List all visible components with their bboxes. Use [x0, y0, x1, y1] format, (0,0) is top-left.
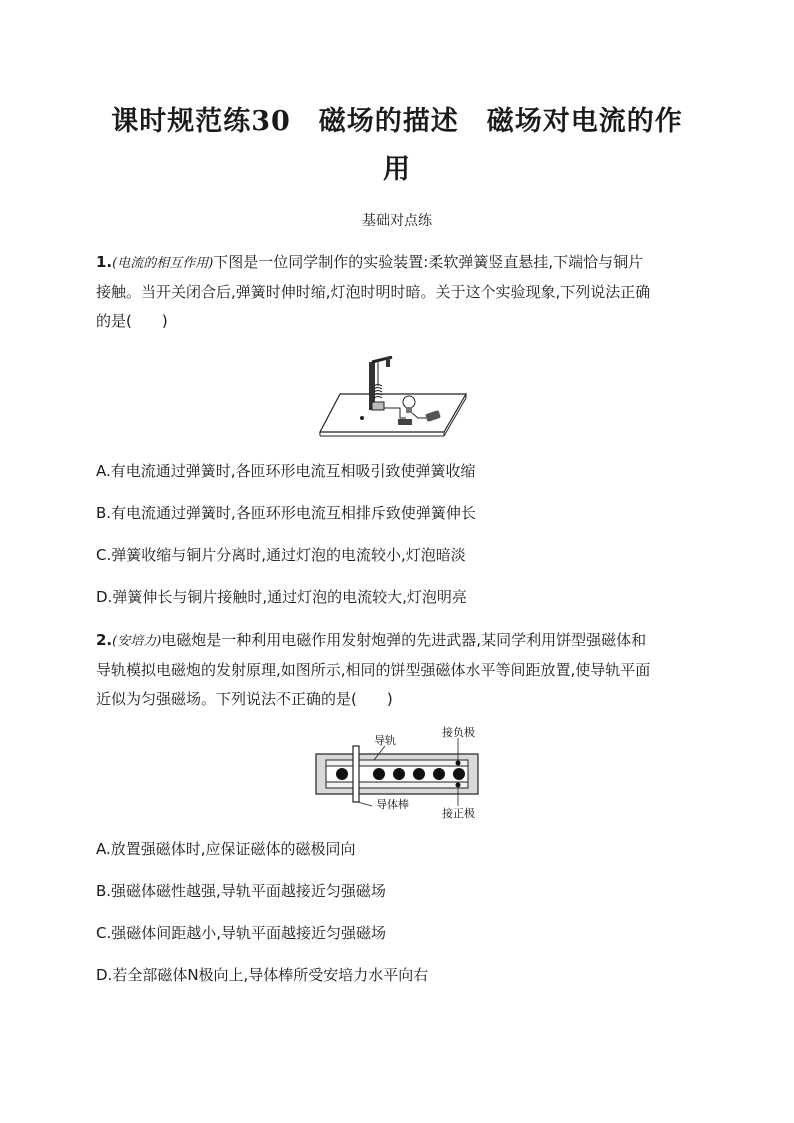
question-2-stem [96, 626, 702, 714]
question-1-option-c: C.弹簧收缩与铜片分离时,通过灯泡的电流较小,灯泡暗淡 [96, 546, 466, 564]
question-1-line2: 接触。当开关闭合后,弹簧时伸时缩,灯泡时明时暗。关于这个实验现象,下列说法正确 [96, 283, 651, 301]
question-2-line2: 导轨模拟电磁炮的发射原理,如图所示,相同的饼型强磁体水平等间距放置,使导轨平面 [96, 661, 651, 679]
terminal-negative [456, 761, 461, 766]
question-2-text: 电磁炮是一种利用电磁作用发射炮弹的先进武器,某同学利用饼型强磁体和 [161, 631, 647, 649]
page-title-line1: 课时规范练30 磁场的描述 磁场对电流的作 [111, 106, 683, 137]
question-1-option-a: A.有电流通过弹簧时,各匝环形电流互相吸引致使弹簧收缩 [96, 462, 476, 480]
question-1-number: 1. [96, 253, 113, 271]
magnet [336, 768, 348, 780]
question-2-option-b: B.强磁体磁性越强,导轨平面越接近匀强磁场 [96, 882, 386, 900]
question-1-tag: (电流的相互作用) [112, 256, 214, 271]
question-1-stem [96, 248, 702, 336]
question-2-option-a: A.放置强磁体时,应保证磁体的磁极同向 [96, 840, 356, 858]
base-board [320, 394, 466, 432]
switch [398, 419, 412, 425]
question-1-line1 [96, 248, 702, 278]
question-2-number: 2. [96, 631, 113, 649]
question-1-text: 下图是一位同学制作的实验装置:柔软弹簧竖直悬挂,下端恰与铜片 [213, 253, 644, 271]
label-rod: 导体棒 [376, 798, 409, 811]
page-title-line2: 用 [383, 154, 411, 185]
question-2-line3: 近似为匀强磁场。下列说法不正确的是( ) [96, 690, 393, 708]
question-2-option-c: C.强磁体间距越小,导轨平面越接近匀强磁场 [96, 924, 387, 942]
page-title [60, 98, 734, 194]
magnet [393, 768, 405, 780]
rail-gun-figure [308, 722, 488, 822]
question-2-line1 [96, 626, 702, 656]
label-negative: 接负极 [442, 726, 475, 739]
copper-plate [372, 402, 384, 410]
magnet [453, 768, 465, 780]
label-rail: 导轨 [374, 734, 396, 747]
question-1-option-b: B.有电流通过弹簧时,各匝环形电流互相排斥致使弹簧伸长 [96, 504, 476, 522]
magnet [413, 768, 425, 780]
conductor-rod [353, 746, 359, 802]
question-2-tag: (安培力) [112, 634, 162, 649]
spring-apparatus-figure [318, 356, 470, 438]
magnet [433, 768, 445, 780]
question-1-line3: 的是( ) [96, 312, 168, 330]
section-heading: 基础对点练 [362, 213, 432, 229]
magnet [373, 768, 385, 780]
rail-bottom [326, 782, 468, 788]
terminal-positive [456, 783, 461, 788]
rail-top [326, 760, 468, 766]
label-positive: 接正极 [442, 807, 475, 820]
spring [374, 359, 382, 398]
question-2-option-d: D.若全部磁体N极向上,导体棒所受安培力水平向右 [96, 966, 429, 984]
question-1-option-d: D.弹簧伸长与铜片接触时,通过灯泡的电流较大,灯泡明亮 [96, 588, 467, 606]
